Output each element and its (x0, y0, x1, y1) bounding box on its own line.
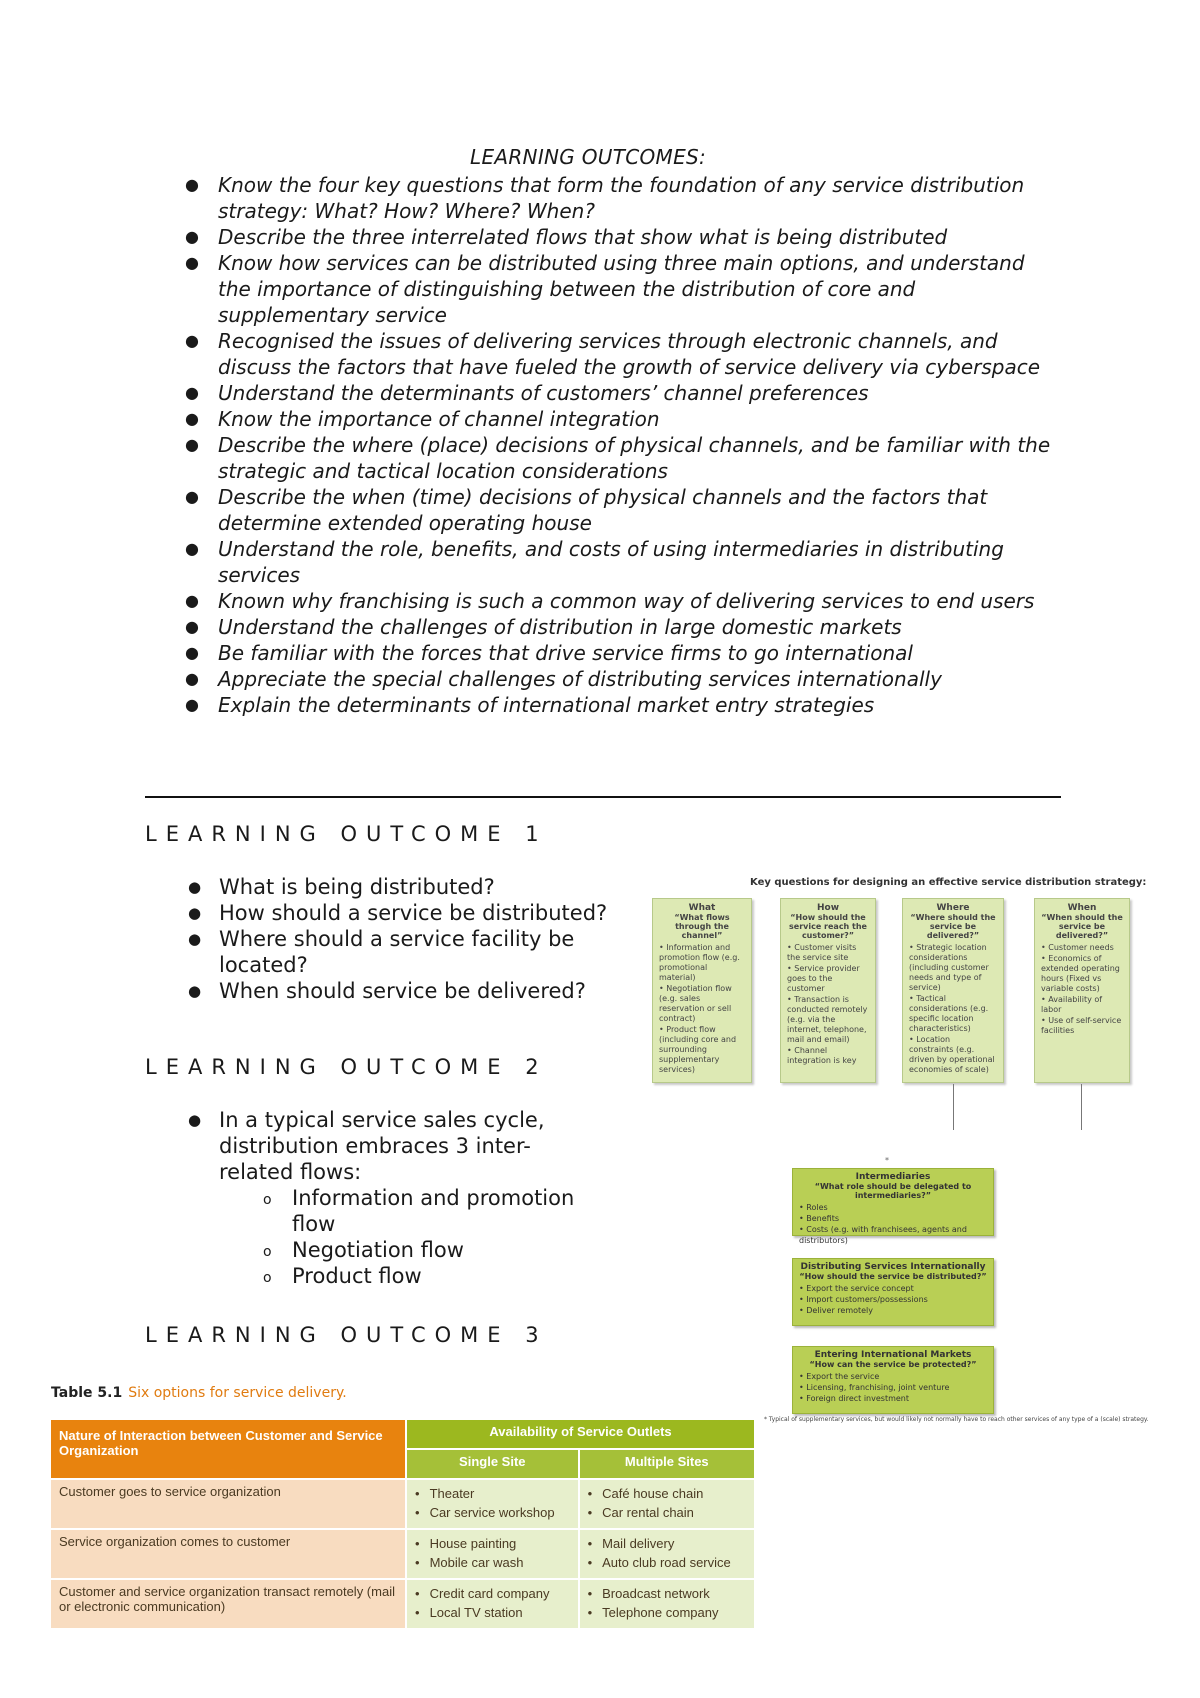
list-item: ● Understand the challenges of distribution in large domestic markets (185, 615, 902, 639)
table-number: Table 5.1 (51, 1385, 123, 1401)
list-item: ● When should service be delivered? (188, 979, 586, 1003)
cell-item: • Theater (415, 1484, 570, 1503)
bullet-icon: ● (185, 669, 199, 688)
table-cell (406, 1529, 579, 1579)
list-item: o Information and promotion flow (263, 1186, 575, 1236)
bullet-icon: ● (188, 930, 202, 948)
cell-item: • Auto club road service (588, 1553, 746, 1572)
list-item: ● Known why franchising is such a common way of delivering services to end users (185, 589, 1035, 613)
connector-line (1081, 1084, 1082, 1130)
box-subheading: “How should the service reach the customer?” (789, 913, 867, 940)
list-item: ● Know the four key questions that form the foundation of any service distribution strategy: What? How? Where? When? (185, 173, 1025, 223)
cell-item: • Mail delivery (588, 1534, 746, 1553)
list-item: ● Describe the where (place) decisions of physical channels, and be familiar with the strategic and tactical location considerations (185, 433, 1051, 483)
diagram-box-when (1034, 898, 1130, 1083)
circle-bullet-icon: o (263, 1192, 272, 1208)
box-item: • Availability of labor (1041, 995, 1103, 1014)
bullet-icon: ● (185, 487, 199, 506)
box-subheading: “What role should be delegated to intermediaries?” (814, 1182, 972, 1200)
bullet-icon: ● (185, 175, 199, 194)
column-header-multiple-sites: Multiple Sites (579, 1449, 754, 1479)
table-cell (579, 1579, 754, 1628)
connector-line (953, 1084, 954, 1130)
diagram-box-markets (792, 1346, 994, 1414)
diagram-title: Key questions for designing an effective service distribution strategy: (750, 877, 1147, 888)
box-subheading: “What flows through the channel” (674, 913, 730, 940)
service-delivery-table (51, 1420, 754, 1628)
table-cell (406, 1579, 579, 1628)
flows-list (258, 1185, 618, 1289)
box-item: • Import customers/possessions (799, 1295, 928, 1304)
table-row (51, 1479, 754, 1529)
bullet-icon: ● (188, 904, 202, 922)
box-heading: When (1067, 903, 1097, 913)
box-item: • Customer needs (1041, 943, 1114, 952)
section-heading-lo1: LEARNING OUTCOME 1 (145, 822, 548, 846)
list-item: ● What is being distributed? (188, 875, 495, 899)
box-item: • Economics of extended operating hours (Fixed vs variable costs) (1041, 954, 1120, 993)
bullet-icon: ● (185, 331, 199, 350)
column-header-single-site: Single Site (406, 1449, 579, 1479)
cell-item: • House painting (415, 1534, 570, 1553)
flows-intro-list (183, 1107, 603, 1185)
section-heading-lo3: LEARNING OUTCOME 3 (145, 1323, 548, 1347)
list-item: o Negotiation flow (258, 1237, 618, 1263)
box-item: • Roles (799, 1203, 828, 1212)
row-label: Service organization comes to customer (51, 1529, 406, 1579)
box-item: • Information and promotion flow (e.g. promotional material) (659, 943, 740, 982)
list-item: ● Recognised the issues of delivering services through electronic channels, and discuss the factors that have fueled the growth of service delivery via cyberspace (185, 329, 1041, 379)
list-item: ● Understand the role, benefits, and costs of using intermediaries in distributing services (185, 537, 1004, 587)
list-item: ● Know the importance of channel integration (185, 407, 660, 431)
box-item: • Export the service (799, 1372, 880, 1381)
list-item: ● How should a service be distributed? (188, 901, 608, 925)
box-item: • Channel integration is key (787, 1046, 857, 1065)
table-cell (579, 1529, 754, 1579)
footnote-marker: * (885, 1156, 889, 1165)
box-heading: Entering International Markets (814, 1350, 972, 1360)
box-item: • Service provider goes to the customer (787, 964, 860, 993)
table-cell (406, 1479, 579, 1529)
cell-item: • Café house chain (588, 1484, 746, 1503)
box-subheading: “How should the service be distributed?” (799, 1272, 987, 1281)
bullet-icon: ● (185, 435, 199, 454)
bullet-icon: ● (185, 539, 199, 558)
table-caption (51, 1385, 347, 1401)
circle-bullet-icon: o (263, 1270, 272, 1286)
box-item: • Product flow (including core and surrounding supplementary services) (659, 1025, 737, 1074)
bullet-icon: ● (188, 982, 202, 1000)
bullet-icon: ● (185, 695, 199, 714)
box-item: • Use of self-service facilities (1041, 1016, 1122, 1035)
list-item: ● Describe the three interrelated flows that show what is being distributed (185, 225, 948, 249)
box-item: • Deliver remotely (799, 1306, 874, 1315)
box-item: • Location constraints (e.g. driven by operational economies of scale) (909, 1035, 995, 1074)
table-cell (579, 1479, 754, 1529)
section-heading-lo2: LEARNING OUTCOME 2 (145, 1055, 548, 1079)
table-row (51, 1529, 754, 1579)
box-subheading: “How can the service be protected?” (809, 1360, 977, 1369)
circle-bullet-icon: o (263, 1244, 272, 1260)
column-header-availability: Availability of Service Outlets (406, 1420, 754, 1449)
learning-outcomes-title: LEARNING OUTCOMES: (470, 145, 707, 169)
list-item: o Product flow (258, 1263, 618, 1289)
box-item: • Negotiation flow (e.g. sales reservation or sell contract) (659, 984, 732, 1023)
box-item: • Tactical considerations (e.g. specific location characteristics) (909, 994, 989, 1033)
box-item: • Costs (e.g. with franchisees, agents and distributors) (799, 1225, 967, 1245)
box-item: • Benefits (799, 1214, 840, 1223)
box-subheading: “Where should the service be delivered?” (910, 913, 996, 940)
list-item: ● Appreciate the special challenges of distributing services internationally (185, 667, 942, 691)
cell-item: • Credit card company (415, 1584, 570, 1603)
table-title: Six options for service delivery. (128, 1385, 347, 1401)
cell-item: • Car service workshop (415, 1503, 570, 1522)
diagram-box-where (902, 898, 1004, 1083)
column-header-nature: Nature of Interaction between Customer and Service Organization (51, 1420, 406, 1479)
box-heading: Distributing Services Internationally (800, 1262, 986, 1272)
box-heading: What (688, 903, 716, 913)
bullet-icon: ● (185, 409, 199, 428)
bullet-icon: ● (185, 383, 199, 402)
box-subheading: “When should the service be delivered?” (1041, 913, 1123, 940)
table-row (51, 1579, 754, 1628)
row-label: Customer and service organization transact remotely (mail or electronic communication) (51, 1579, 406, 1628)
diagram-box-what (652, 898, 752, 1083)
bullet-icon: ● (185, 227, 199, 246)
box-item: • Foreign direct investment (799, 1394, 910, 1403)
diagram-box-intermediaries (792, 1168, 994, 1245)
table-header-row (51, 1420, 754, 1449)
cell-item: • Local TV station (415, 1603, 570, 1622)
cell-item: • Car rental chain (588, 1503, 746, 1522)
box-item: • Licensing, franchising, joint venture (799, 1383, 950, 1392)
bullet-icon: ● (188, 1111, 202, 1129)
bullet-icon: ● (185, 591, 199, 610)
list-item: ● Understand the determinants of customers’ channel preferences (185, 381, 869, 405)
key-questions-list (183, 874, 623, 1004)
bullet-icon: ● (185, 617, 199, 636)
box-heading: Intermediaries (855, 1172, 931, 1182)
box-item: • Strategic location considerations (including customer needs and type of service) (909, 943, 989, 992)
list-item: ● Explain the determinants of international market entry strategies (185, 693, 875, 717)
list-item: ● Where should a service facility be located? (188, 927, 575, 977)
list-item: ● Describe the when (time) decisions of physical channels and the factors that determine extended operating house (185, 485, 988, 535)
diagram-box-how (780, 898, 876, 1083)
box-heading: How (816, 903, 840, 913)
box-item: • Customer visits the service site (787, 943, 857, 962)
diagram-box-international (792, 1258, 994, 1326)
bullet-icon: ● (185, 253, 199, 272)
cell-item: • Broadcast network (588, 1584, 746, 1603)
learning-outcomes-list (180, 172, 1060, 718)
bullet-icon: ● (185, 643, 199, 662)
list-item: ● Be familiar with the forces that drive service firms to go international (185, 641, 913, 665)
list-item: ● Know how services can be distributed using three main options, and understand the importance of distinguishing between the distribution of core and supplementary service (185, 251, 1025, 327)
box-item: • Export the service concept (799, 1284, 914, 1293)
list-item: ● In a typical service sales cycle, distribution embraces 3 inter-related flows: (188, 1108, 545, 1184)
row-label: Customer goes to service organization (51, 1479, 406, 1529)
horizontal-rule (145, 796, 1061, 798)
diagram-footnote: * Typical of supplementary services, but would likely not normally have to reach other services of any type of a (scale) strategy. (764, 1416, 1149, 1423)
box-item: • Transaction is conducted remotely (e.g. via the internet, telephone, mail and email) (787, 995, 868, 1044)
bullet-icon: ● (188, 878, 202, 896)
cell-item: • Mobile car wash (415, 1553, 570, 1572)
cell-item: • Telephone company (588, 1603, 746, 1622)
box-heading: Where (936, 903, 970, 913)
